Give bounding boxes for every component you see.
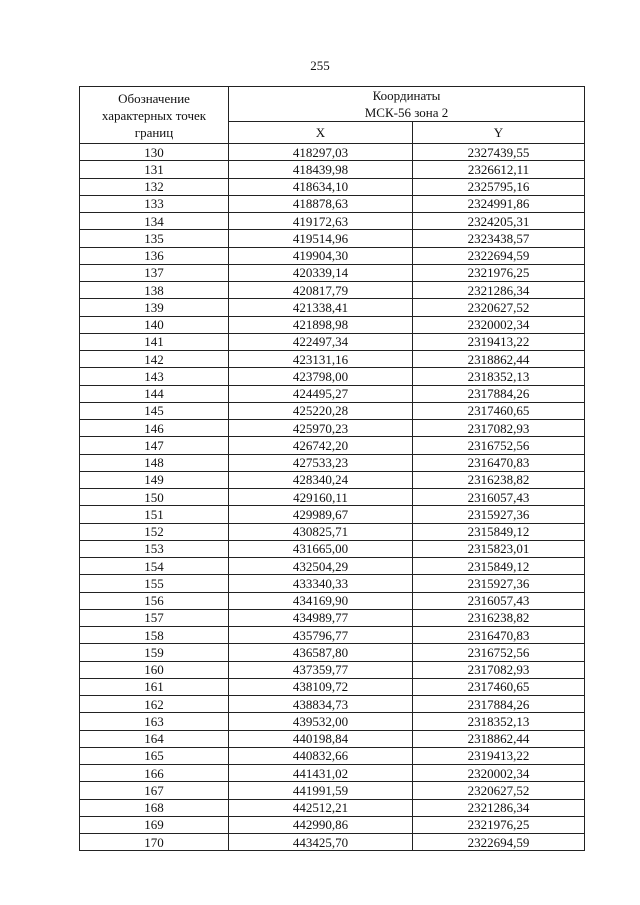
point-number-cell: 135	[80, 230, 229, 247]
x-coordinate-cell: 418439,98	[229, 161, 413, 178]
x-coordinate-cell: 438109,72	[229, 678, 413, 695]
table-body	[80, 144, 585, 851]
y-coordinate-cell: 2318862,44	[413, 351, 585, 368]
y-coordinate-cell: 2322694,59	[413, 834, 585, 851]
x-coordinate-cell: 432504,29	[229, 558, 413, 575]
x-coordinate-cell: 419904,30	[229, 247, 413, 264]
point-number-cell: 154	[80, 558, 229, 575]
y-coordinate-cell: 2315927,36	[413, 575, 585, 592]
table-row	[80, 299, 585, 316]
y-coordinate-cell: 2321976,25	[413, 816, 585, 833]
x-coordinate-cell: 419514,96	[229, 230, 413, 247]
x-coordinate-cell: 434169,90	[229, 592, 413, 609]
table-row	[80, 402, 585, 419]
point-number-cell: 138	[80, 282, 229, 299]
x-coordinate-cell: 441991,59	[229, 782, 413, 799]
y-coordinate-cell: 2323438,57	[413, 230, 585, 247]
y-coordinate-cell: 2317460,65	[413, 402, 585, 419]
point-number-cell: 142	[80, 351, 229, 368]
table-row	[80, 592, 585, 609]
y-coordinate-cell: 2320002,34	[413, 765, 585, 782]
point-number-cell: 170	[80, 834, 229, 851]
point-number-cell: 167	[80, 782, 229, 799]
table-row	[80, 816, 585, 833]
y-coordinate-cell: 2315849,12	[413, 558, 585, 575]
point-designation-line-2: характерных точек	[101, 107, 207, 123]
y-coordinate-cell: 2316238,82	[413, 609, 585, 626]
table-row	[80, 471, 585, 488]
point-number-cell: 165	[80, 747, 229, 764]
point-number-cell: 159	[80, 644, 229, 661]
x-coordinate-cell: 419172,63	[229, 213, 413, 230]
table-row	[80, 333, 585, 350]
table-row	[80, 437, 585, 454]
x-coordinate-cell: 433340,33	[229, 575, 413, 592]
x-coordinate-cell: 437359,77	[229, 661, 413, 678]
x-coordinate-cell: 426742,20	[229, 437, 413, 454]
x-coordinate-cell: 431665,00	[229, 540, 413, 557]
coordinates-title-line-1: Координаты	[372, 88, 441, 103]
x-coordinate-cell: 438834,73	[229, 696, 413, 713]
y-coordinate-cell: 2325795,16	[413, 178, 585, 195]
table-row	[80, 454, 585, 471]
y-coordinate-cell: 2316057,43	[413, 489, 585, 506]
point-number-cell: 169	[80, 816, 229, 833]
x-coordinate-cell: 421338,41	[229, 299, 413, 316]
coordinates-table	[79, 86, 585, 851]
y-coordinate-cell: 2320627,52	[413, 299, 585, 316]
x-coordinate-cell: 421898,98	[229, 316, 413, 333]
point-number-cell: 168	[80, 799, 229, 816]
point-number-cell: 146	[80, 420, 229, 437]
point-number-cell: 155	[80, 575, 229, 592]
point-number-cell: 150	[80, 489, 229, 506]
point-number-cell: 143	[80, 368, 229, 385]
table-row	[80, 161, 585, 178]
x-column-header: X	[229, 122, 413, 144]
x-coordinate-cell: 427533,23	[229, 454, 413, 471]
x-coordinate-cell: 440198,84	[229, 730, 413, 747]
point-number-cell: 158	[80, 627, 229, 644]
point-number-cell: 144	[80, 385, 229, 402]
x-coordinate-cell: 423798,00	[229, 368, 413, 385]
y-coordinate-cell: 2317082,93	[413, 420, 585, 437]
point-number-cell: 164	[80, 730, 229, 747]
point-number-cell: 136	[80, 247, 229, 264]
y-coordinate-cell: 2316752,56	[413, 644, 585, 661]
point-number-cell: 149	[80, 471, 229, 488]
y-coordinate-cell: 2319413,22	[413, 333, 585, 350]
point-number-cell: 145	[80, 402, 229, 419]
table-row	[80, 195, 585, 212]
x-coordinate-cell: 430825,71	[229, 523, 413, 540]
coordinates-title-line-2: МСК-56 зона 2	[364, 105, 449, 120]
table-row	[80, 506, 585, 523]
x-coordinate-cell: 418634,10	[229, 178, 413, 195]
y-coordinate-cell: 2321286,34	[413, 799, 585, 816]
point-number-cell: 130	[80, 144, 229, 161]
x-coordinate-cell: 420339,14	[229, 264, 413, 281]
x-coordinate-cell: 418878,63	[229, 195, 413, 212]
point-number-cell: 147	[80, 437, 229, 454]
point-number-cell: 161	[80, 678, 229, 695]
point-number-cell: 156	[80, 592, 229, 609]
point-number-cell: 132	[80, 178, 229, 195]
x-coordinate-cell: 443425,70	[229, 834, 413, 851]
point-number-cell: 133	[80, 195, 229, 212]
y-coordinate-cell: 2317884,26	[413, 385, 585, 402]
x-coordinate-cell: 422497,34	[229, 333, 413, 350]
point-number-cell: 148	[80, 454, 229, 471]
point-number-cell: 152	[80, 523, 229, 540]
point-number-cell: 131	[80, 161, 229, 178]
table-row	[80, 661, 585, 678]
table-row	[80, 747, 585, 764]
point-number-cell: 141	[80, 333, 229, 350]
y-coordinate-cell: 2316752,56	[413, 437, 585, 454]
point-number-cell: 157	[80, 609, 229, 626]
y-coordinate-cell: 2318352,13	[413, 713, 585, 730]
y-coordinate-cell: 2318352,13	[413, 368, 585, 385]
y-column-header: Y	[413, 122, 585, 144]
table-row	[80, 799, 585, 816]
table-row	[80, 523, 585, 540]
x-coordinate-cell: 442512,21	[229, 799, 413, 816]
y-coordinate-cell: 2315927,36	[413, 506, 585, 523]
table-row	[80, 609, 585, 626]
table-row	[80, 678, 585, 695]
x-coordinate-cell: 418297,03	[229, 144, 413, 161]
y-coordinate-cell: 2324205,31	[413, 213, 585, 230]
y-coordinate-cell: 2317082,93	[413, 661, 585, 678]
y-coordinate-cell: 2316470,83	[413, 454, 585, 471]
point-designation-line-3: границ	[134, 124, 174, 140]
table-row	[80, 144, 585, 161]
table-row	[80, 178, 585, 195]
table-row	[80, 627, 585, 644]
table-row	[80, 282, 585, 299]
y-coordinate-cell: 2316238,82	[413, 471, 585, 488]
y-coordinate-cell: 2320627,52	[413, 782, 585, 799]
y-coordinate-cell: 2318862,44	[413, 730, 585, 747]
y-coordinate-cell: 2316057,43	[413, 592, 585, 609]
x-coordinate-cell: 423131,16	[229, 351, 413, 368]
table-row	[80, 644, 585, 661]
table-row	[80, 834, 585, 851]
x-coordinate-cell: 420817,79	[229, 282, 413, 299]
table-row	[80, 316, 585, 333]
point-number-cell: 166	[80, 765, 229, 782]
table-row	[80, 575, 585, 592]
x-coordinate-cell: 428340,24	[229, 471, 413, 488]
table-row	[80, 782, 585, 799]
x-coordinate-cell: 436587,80	[229, 644, 413, 661]
y-coordinate-cell: 2315849,12	[413, 523, 585, 540]
table-row	[80, 368, 585, 385]
y-coordinate-cell: 2316470,83	[413, 627, 585, 644]
y-coordinate-cell: 2327439,55	[413, 144, 585, 161]
x-coordinate-cell: 425220,28	[229, 402, 413, 419]
y-coordinate-cell: 2324991,86	[413, 195, 585, 212]
table-row	[80, 213, 585, 230]
table-row	[80, 351, 585, 368]
table-row	[80, 540, 585, 557]
table-row	[80, 385, 585, 402]
x-coordinate-cell: 434989,77	[229, 609, 413, 626]
y-coordinate-cell: 2321286,34	[413, 282, 585, 299]
y-coordinate-cell: 2326612,11	[413, 161, 585, 178]
point-number-cell: 160	[80, 661, 229, 678]
point-number-cell: 137	[80, 264, 229, 281]
point-number-cell: 140	[80, 316, 229, 333]
x-coordinate-cell: 442990,86	[229, 816, 413, 833]
coordinates-header	[229, 87, 585, 122]
point-number-cell: 134	[80, 213, 229, 230]
x-coordinate-cell: 441431,02	[229, 765, 413, 782]
table-row	[80, 247, 585, 264]
point-number-cell: 163	[80, 713, 229, 730]
x-coordinate-cell: 429989,67	[229, 506, 413, 523]
table-row	[80, 765, 585, 782]
table-row	[80, 730, 585, 747]
y-coordinate-cell: 2320002,34	[413, 316, 585, 333]
point-designation-line-1: Обозначение	[118, 90, 190, 106]
x-coordinate-cell: 424495,27	[229, 385, 413, 402]
table-row	[80, 420, 585, 437]
point-number-cell: 151	[80, 506, 229, 523]
x-coordinate-cell: 440832,66	[229, 747, 413, 764]
y-coordinate-cell: 2315823,01	[413, 540, 585, 557]
y-coordinate-cell: 2317884,26	[413, 696, 585, 713]
table-row	[80, 230, 585, 247]
x-coordinate-cell: 425970,23	[229, 420, 413, 437]
table-row	[80, 264, 585, 281]
point-number-cell: 153	[80, 540, 229, 557]
page-number: 255	[310, 58, 330, 73]
y-coordinate-cell: 2321976,25	[413, 264, 585, 281]
table-row	[80, 713, 585, 730]
x-coordinate-cell: 429160,11	[229, 489, 413, 506]
point-number-cell: 162	[80, 696, 229, 713]
table-row	[80, 558, 585, 575]
y-coordinate-cell: 2319413,22	[413, 747, 585, 764]
y-coordinate-cell: 2317460,65	[413, 678, 585, 695]
table-row	[80, 696, 585, 713]
table-row	[80, 489, 585, 506]
x-coordinate-cell: 439532,00	[229, 713, 413, 730]
x-coordinate-cell: 435796,77	[229, 627, 413, 644]
point-designation-header	[80, 87, 229, 144]
y-coordinate-cell: 2322694,59	[413, 247, 585, 264]
point-number-cell: 139	[80, 299, 229, 316]
